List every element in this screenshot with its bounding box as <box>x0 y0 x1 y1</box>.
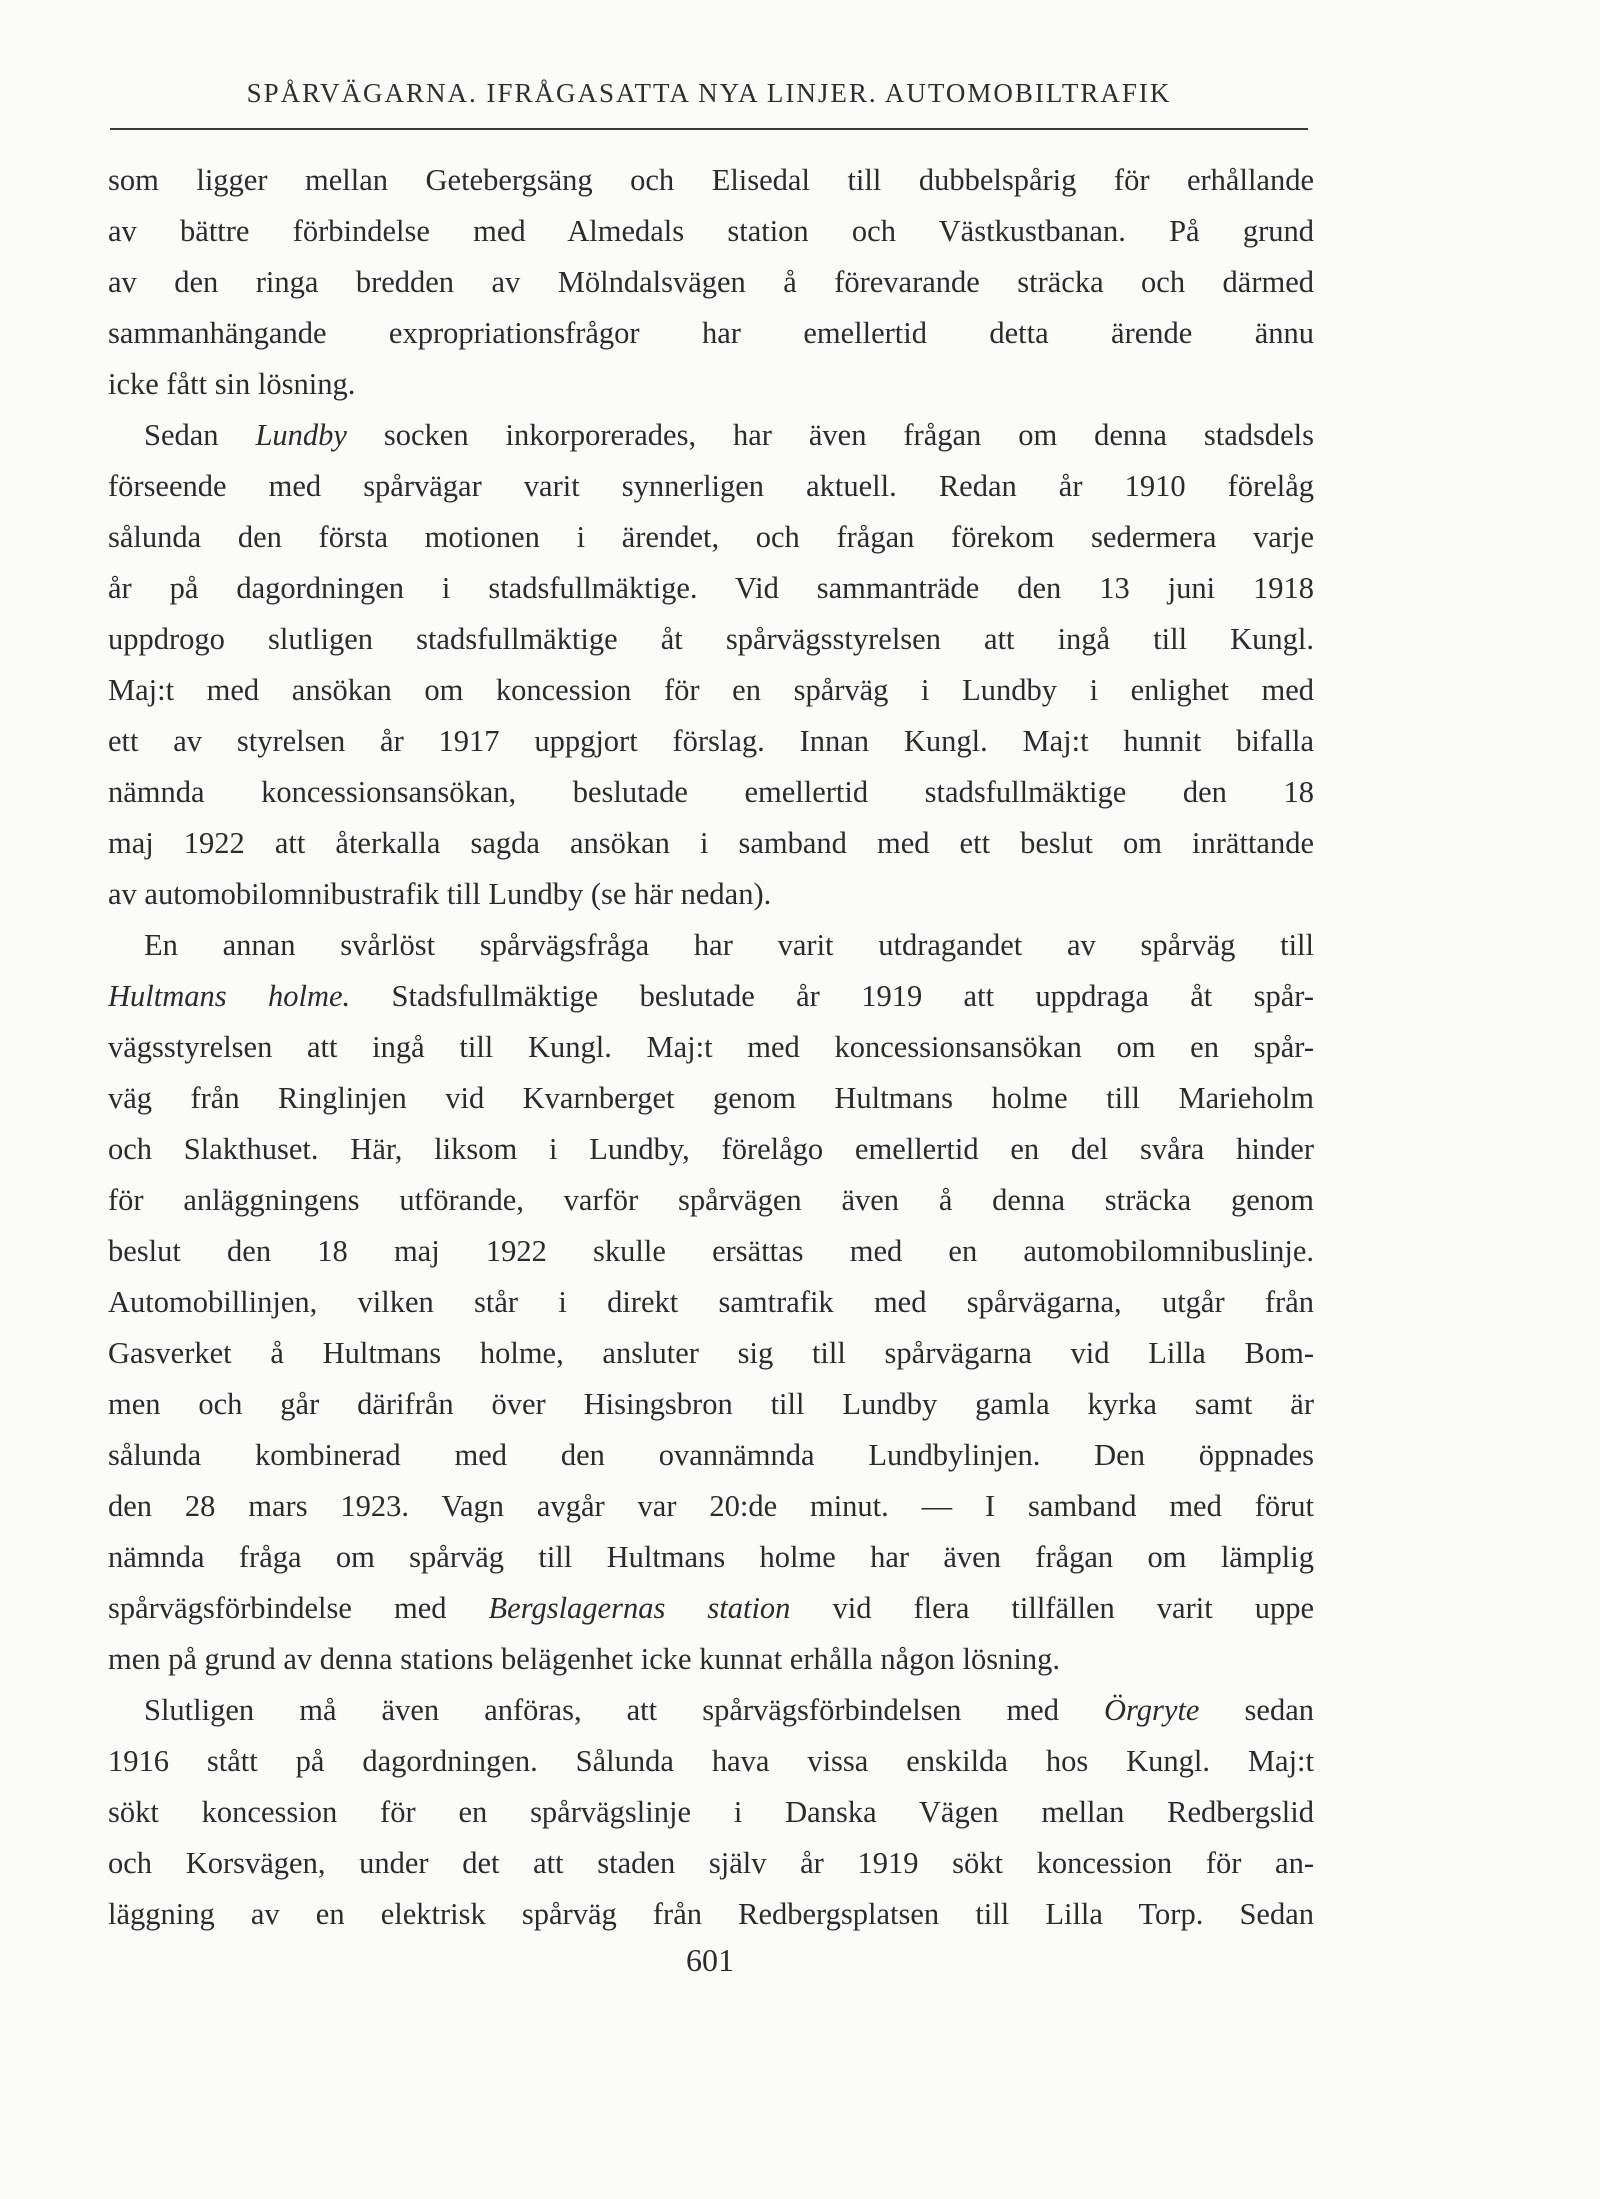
text-line: av automobilomnibustrafik till Lundby (se här nedan). <box>108 877 772 911</box>
text-run: spårvägsförbindelse med <box>108 1591 489 1625</box>
text-line: år på dagordningen i stadsfullmäktige. Vid sammanträde den 13 juni 1918 <box>108 571 1314 605</box>
text-line: Gasverket å Hultmans holme, ansluter sig till spårvägarna vid Lilla Bom- <box>108 1336 1314 1370</box>
text-run: Slutligen må även anföras, att spårvägsförbindelsen med <box>144 1693 1105 1727</box>
text-line: av bättre förbindelse med Almedals station och Västkustbanan. På grund <box>108 214 1314 248</box>
text-run: Stadsfullmäktige beslutade år 1919 att uppdraga åt spår- <box>350 979 1314 1013</box>
text-run: vid flera tillfällen varit uppe <box>790 1591 1314 1625</box>
text-line: läggning av en elektrisk spårväg från Redbergsplatsen till Lilla Torp. Sedan <box>108 1897 1314 1931</box>
page-number: 601 <box>686 1942 734 1978</box>
text-line: vägsstyrelsen att ingå till Kungl. Maj:t med koncessionsansökan om en spår- <box>108 1030 1314 1064</box>
text-line: sökt koncession för en spårvägslinje i Danska Vägen mellan Redbergslid <box>108 1795 1314 1829</box>
text-line: sålunda kombinerad med den ovannämnda Lundbylinjen. Den öppnades <box>108 1438 1314 1472</box>
text-line: uppdrogo slutligen stadsfullmäktige åt spårvägsstyrelsen att ingå till Kungl. <box>108 622 1314 656</box>
header-rule <box>110 128 1308 130</box>
text-line: och Slakthuset. Här, liksom i Lundby, förelågo emellertid en del svåra hinder <box>108 1132 1314 1166</box>
running-head: SPÅRVÄGARNA. IFRÅGASATTA NYA LINJER. AUTOMOBILTRAFIK <box>246 78 1172 108</box>
text-line: förseende med spårvägar varit synnerligen aktuell. Redan år 1910 förelåg <box>108 469 1314 503</box>
text-run: sedan <box>1199 1693 1314 1727</box>
text-line: ett av styrelsen år 1917 uppgjort förslag. Innan Kungl. Maj:t hunnit bifalla <box>108 724 1314 758</box>
text-line: nämnda fråga om spårväg till Hultmans holme har även frågan om lämplig <box>108 1540 1314 1574</box>
text-line <box>108 1685 1314 1736</box>
text-run: socken inkorporerades, har även frågan om denna stadsdels <box>346 418 1314 452</box>
text-line: men på grund av denna stations belägenhet icke kunnat erhålla någon lösning. <box>108 1642 1060 1676</box>
text-line: väg från Ringlinjen vid Kvarnberget genom Hultmans holme till Marieholm <box>108 1081 1314 1115</box>
place-name-orgryte: Örgryte <box>1104 1693 1200 1727</box>
text-line: men och går därifrån över Hisingsbron till Lundby gamla kyrka samt är <box>108 1387 1314 1421</box>
place-name-lundby: Lundby <box>255 418 347 452</box>
text-line: som ligger mellan Getebergsäng och Elisedal till dubbelspårig för erhållande <box>108 163 1314 197</box>
text-line: beslut den 18 maj 1922 skulle ersättas med en automobilomnibuslinje. <box>108 1234 1314 1268</box>
body-text <box>108 155 1314 1940</box>
text-line: icke fått sin lösning. <box>108 367 356 401</box>
text-line: Maj:t med ansökan om koncession för en spårväg i Lundby i enlighet med <box>108 673 1314 707</box>
text-line: nämnda koncessionsansökan, beslutade emellertid stadsfullmäktige den 18 <box>108 775 1314 809</box>
text-line: den 28 mars 1923. Vagn avgår var 20:de minut. — I samband med förut <box>108 1489 1314 1523</box>
place-name-hultmans-holme: Hultmans holme. <box>108 979 351 1013</box>
text-line: Automobillinjen, vilken står i direkt samtrafik med spårvägarna, utgår från <box>108 1285 1314 1319</box>
text-line: av den ringa bredden av Mölndalsvägen å förevarande sträcka och därmed <box>108 265 1314 299</box>
place-name-bergslagernas-station: Bergslagernas station <box>488 1591 791 1625</box>
text-line: för anläggningens utförande, varför spårvägen även å denna sträcka genom <box>108 1183 1314 1217</box>
text-line: En annan svårlöst spårvägsfråga har varit utdragandet av spårväg till <box>144 928 1314 962</box>
text-line: sammanhängande expropriationsfrågor har emellertid detta ärende ännu <box>108 316 1314 350</box>
text-line: maj 1922 att återkalla sagda ansökan i samband med ett beslut om inrättande <box>108 826 1314 860</box>
text-line: 1916 stått på dagordningen. Sålunda hava vissa enskilda hos Kungl. Maj:t <box>108 1744 1314 1778</box>
text-line <box>108 1583 1314 1634</box>
text-line: sålunda den första motionen i ärendet, och frågan förekom sedermera varje <box>108 520 1314 554</box>
text-line <box>108 971 1314 1022</box>
text-line <box>108 410 1314 461</box>
text-line: och Korsvägen, under det att staden själv år 1919 sökt koncession för an- <box>108 1846 1314 1880</box>
text-run: Sedan <box>144 418 256 452</box>
